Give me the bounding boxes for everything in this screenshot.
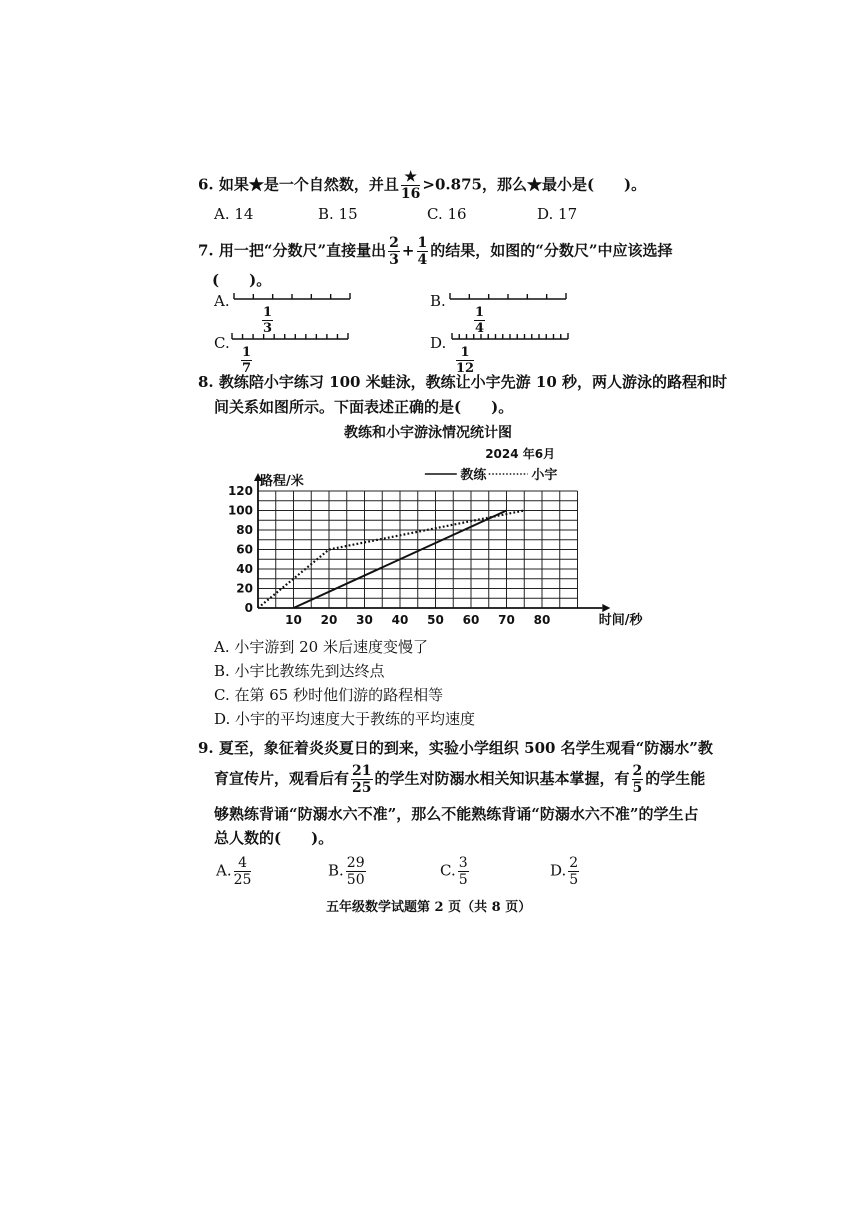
q9-option-d[interactable]: D. $\frac{2}{5}$ — [550, 855, 579, 888]
q8-text-1: 教练陪小宇练习 100 米蛙泳，教练让小宇先游 10 秒，两人游泳的路程和时 — [218, 373, 727, 391]
y-tick-label: 20 — [236, 581, 253, 596]
legend-xiaoyu: 小宇 — [531, 468, 558, 483]
x-tick-label: 50 — [427, 613, 444, 627]
x-tick-label: 70 — [498, 613, 515, 627]
y-tick-label: 40 — [236, 562, 253, 576]
chart-title: 教练和小宇游泳情况统计图 — [344, 425, 512, 441]
q7-option-c-label[interactable]: C. — [214, 334, 230, 352]
q9-text-2b: 的学生对防溺水相关知识基本掌握，有 — [374, 769, 630, 788]
q7-ruler-b[interactable] — [448, 292, 570, 308]
q6-option-c[interactable]: C. 16 — [427, 205, 467, 223]
q8-option-b[interactable]: B. 小宇比教练先到达终点 — [214, 662, 385, 680]
q8-option-d[interactable]: D. 小宇的平均速度大于教练的平均速度 — [214, 710, 476, 728]
q9-stem-line4: 总人数的( )。 — [214, 829, 334, 847]
y-tick-label: 120 — [227, 484, 253, 498]
q8-stem-line2: 间关系如图所示。下面表述正确的是( )。 — [214, 398, 514, 416]
q9-text-2c: 的学生能 — [645, 769, 706, 788]
x-tick-label: 10 — [285, 613, 302, 627]
y-tick-label: 100 — [227, 503, 253, 518]
q7-option-d-label[interactable]: D. — [430, 334, 447, 352]
q9-option-a[interactable]: A. $\frac{4}{25}$ — [216, 855, 252, 888]
q8-option-a[interactable]: A. 小宇游到 20 米后速度变慢了 — [214, 638, 428, 656]
y-tick-label: 60 — [236, 542, 253, 557]
q7-option-a-label[interactable]: A. — [214, 292, 230, 310]
chart-grid — [258, 491, 578, 608]
q6-text-post: >0.875，那么★最小是( )。 — [422, 175, 647, 194]
page-footer: 五年级数学试题第 2 页（共 8 页） — [326, 900, 532, 915]
q6-option-b[interactable]: B. 15 — [318, 205, 358, 223]
q7-ruler-b-fraction: $\frac{1}{4}$ — [475, 305, 485, 336]
q7-ruler-a-fraction: $\frac{1}{3}$ — [263, 305, 273, 336]
x-axis-label: 时间/秒 — [598, 613, 643, 628]
q9-stem-line1 — [198, 738, 713, 758]
q9-fraction-1: $\frac{21}{25}$ — [352, 763, 372, 796]
q7-number: 7. — [198, 241, 214, 260]
q7-ruler-a[interactable] — [232, 292, 352, 308]
q7-stem — [198, 236, 673, 267]
q9-stem-line2 — [214, 764, 705, 795]
y-tick-label: 0 — [244, 601, 253, 615]
x-tick-label: 80 — [533, 613, 551, 627]
q8-option-c[interactable]: C. 在第 65 秒时他们游的路程相等 — [214, 686, 444, 704]
legend-coach: 教练 — [460, 468, 487, 483]
q7-fraction-2: $\frac{1}{4}$ — [417, 235, 428, 268]
y-axis-label: 路程/米 — [260, 474, 304, 489]
q8-stem-line1 — [198, 372, 727, 392]
q9-option-b[interactable]: B. $\frac{29}{50}$ — [328, 855, 365, 888]
q8-number: 8. — [198, 373, 214, 391]
x-tick-label: 30 — [356, 613, 373, 627]
q6-stem — [198, 170, 646, 201]
q7-answer-blank: ( )。 — [212, 271, 272, 289]
q9-stem-line3: 够熟练背诵“防溺水六不准”，那么不能熟练背诵“防溺水六不准”的学生占 — [214, 805, 699, 823]
q7-ruler-c-fraction: $\frac{1}{7}$ — [242, 345, 252, 376]
x-tick-label: 40 — [391, 613, 409, 627]
chart-date: 2024 年6月 — [485, 447, 556, 461]
q7-option-b-label[interactable]: B. — [430, 292, 446, 310]
x-axis-arrow — [602, 604, 610, 612]
q9-text-1: 夏至，象征着炎炎夏日的到来，实验小学组织 500 名学生观看“防溺水”教 — [218, 739, 713, 757]
x-tick-label: 20 — [320, 613, 338, 627]
q9-fraction-2: $\frac{2}{5}$ — [632, 763, 643, 796]
q6-text-pre: 如果★是一个自然数，并且 — [218, 175, 399, 194]
q6-option-d[interactable]: D. 17 — [537, 205, 578, 223]
q9-number: 9. — [198, 739, 214, 757]
q7-plus: + — [401, 241, 415, 260]
q7-ruler-d-fraction: $\frac{1}{12}$ — [456, 345, 475, 376]
q6-number: 6. — [198, 175, 214, 194]
q7-text-pre: 用一把“分数尺”直接量出 — [218, 241, 387, 260]
swim-chart — [226, 447, 643, 633]
q6-fraction: $\frac{★}{16}$ — [400, 169, 421, 202]
q9-text-2a: 育宣传片，观看后有 — [214, 769, 350, 788]
q7-fraction-1: $\frac{2}{3}$ — [389, 235, 399, 268]
q9-option-c[interactable]: C. $\frac{3}{5}$ — [440, 855, 468, 888]
x-tick-label: 60 — [462, 613, 480, 627]
q6-option-a[interactable]: A. 14 — [214, 205, 254, 223]
y-tick-label: 80 — [236, 523, 253, 537]
q7-text-post: 的结果，如图的“分数尺”中应该选择 — [430, 241, 673, 260]
